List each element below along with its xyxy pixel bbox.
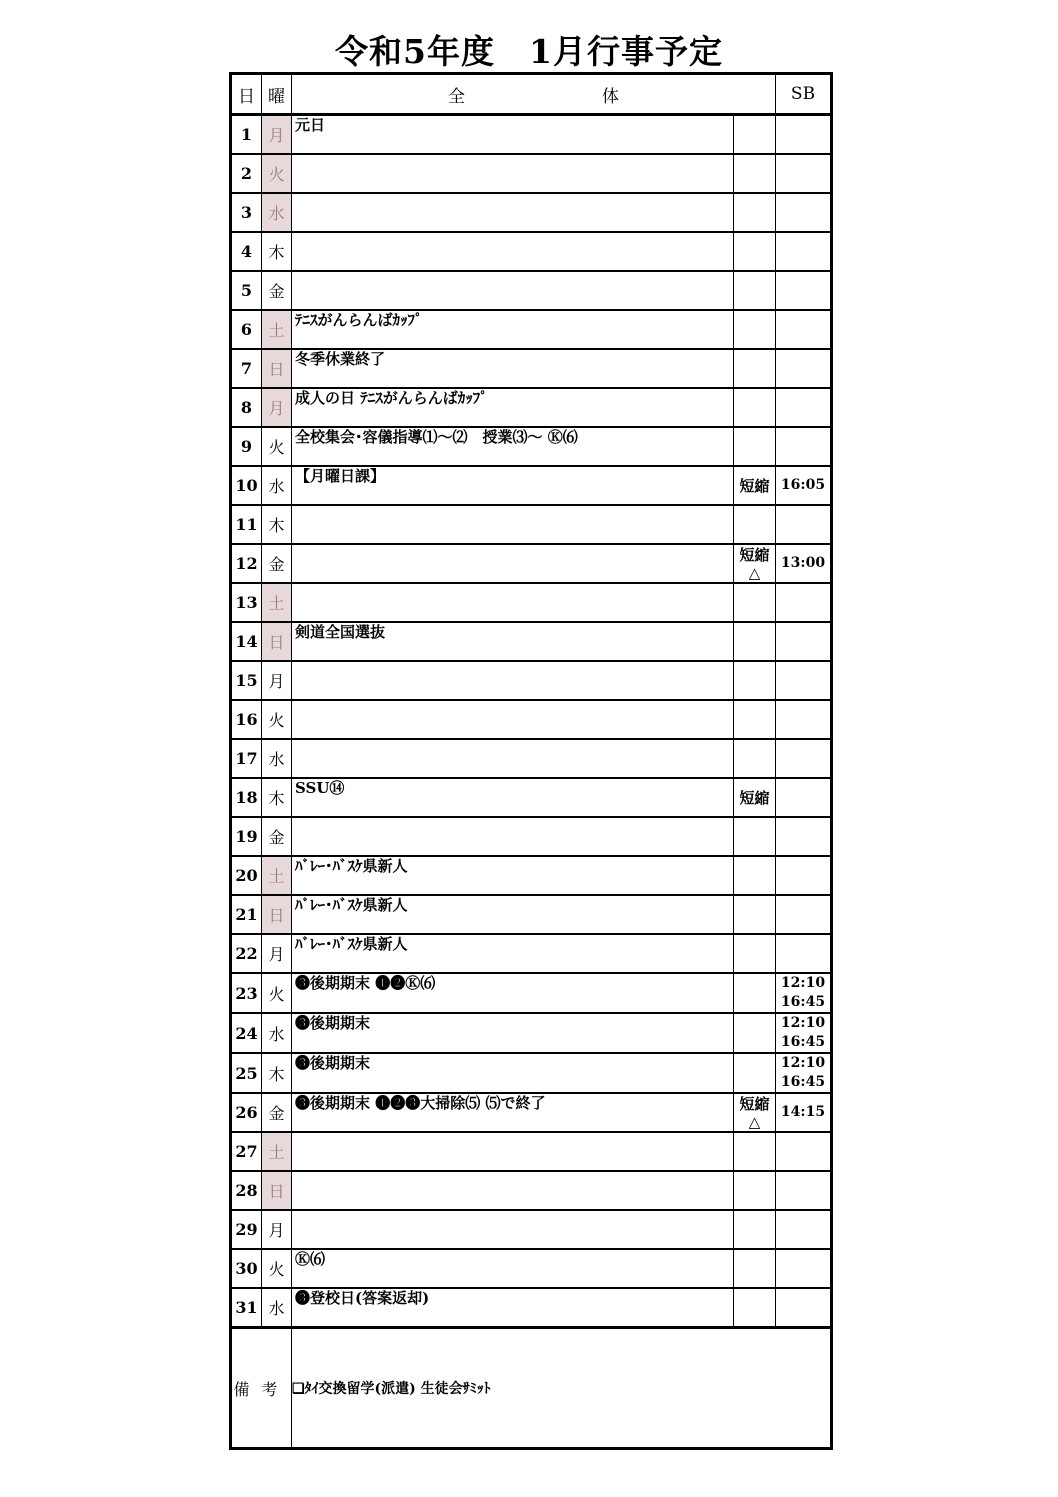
table-row <box>231 661 832 700</box>
sb-cell <box>776 934 832 973</box>
sb-cell <box>776 739 832 778</box>
day-cell: 10 <box>231 466 262 505</box>
remarks-text: ❏ﾀｲ交換留学(派遣) 生徒会ｻﾐｯﾄ <box>292 1328 832 1449</box>
table-row <box>231 934 832 973</box>
sb-cell <box>776 700 832 739</box>
note-cell <box>734 622 776 661</box>
weekday-cell: 土 <box>262 310 292 349</box>
event-cell <box>292 583 734 622</box>
day-cell: 27 <box>231 1132 262 1171</box>
day-cell: 9 <box>231 427 262 466</box>
header-weekday: 曜 <box>262 74 292 115</box>
day-cell: 5 <box>231 271 262 310</box>
table-row <box>231 1249 832 1288</box>
day-cell: 31 <box>231 1288 262 1328</box>
note-cell <box>734 1013 776 1053</box>
sb-cell <box>776 271 832 310</box>
day-cell: 14 <box>231 622 262 661</box>
day-cell: 30 <box>231 1249 262 1288</box>
day-cell: 24 <box>231 1013 262 1053</box>
note-cell: 短縮 <box>734 778 776 817</box>
day-cell: 6 <box>231 310 262 349</box>
note-cell <box>734 1053 776 1093</box>
table-row <box>231 1053 832 1093</box>
event-cell: ❸後期期末 <box>292 1053 734 1093</box>
day-cell: 22 <box>231 934 262 973</box>
sb-cell <box>776 1171 832 1210</box>
table-row <box>231 739 832 778</box>
event-cell: ❸後期期末 <box>292 1013 734 1053</box>
weekday-cell: 金 <box>262 271 292 310</box>
day-cell: 8 <box>231 388 262 427</box>
note-cell <box>734 1171 776 1210</box>
day-cell: 17 <box>231 739 262 778</box>
sb-cell <box>776 895 832 934</box>
note-cell <box>734 505 776 544</box>
table-row <box>231 1171 832 1210</box>
weekday-cell: 土 <box>262 856 292 895</box>
event-cell <box>292 661 734 700</box>
sb-cell <box>776 310 832 349</box>
event-cell: 全校集会･容儀指導⑴〜⑵ 授業⑶〜 Ⓚ⑹ <box>292 427 734 466</box>
table-row <box>231 817 832 856</box>
header-all: 全 体 <box>292 74 776 115</box>
note-cell <box>734 232 776 271</box>
table-row <box>231 115 832 155</box>
table-row <box>231 154 832 193</box>
event-cell: 【月曜日課】 <box>292 466 734 505</box>
event-cell <box>292 271 734 310</box>
weekday-cell: 月 <box>262 1210 292 1249</box>
weekday-cell: 火 <box>262 973 292 1013</box>
day-cell: 2 <box>231 154 262 193</box>
note-cell <box>734 1249 776 1288</box>
note-cell <box>734 115 776 155</box>
table-row <box>231 310 832 349</box>
sb-cell: 16:05 <box>776 466 832 505</box>
header-row <box>231 74 832 115</box>
event-cell <box>292 1132 734 1171</box>
table-row <box>231 700 832 739</box>
sb-cell <box>776 817 832 856</box>
note-cell <box>734 973 776 1013</box>
day-cell: 4 <box>231 232 262 271</box>
sb-cell: 14:15 <box>776 1093 832 1132</box>
event-cell: ❸後期期末 ❶❷❸大掃除⑸ ⑸で終了 <box>292 1093 734 1132</box>
sb-cell <box>776 349 832 388</box>
event-cell: Ⓚ⑹ <box>292 1249 734 1288</box>
note-cell <box>734 739 776 778</box>
day-cell: 20 <box>231 856 262 895</box>
weekday-cell: 水 <box>262 1288 292 1328</box>
sb-cell <box>776 583 832 622</box>
note-cell <box>734 934 776 973</box>
day-cell: 16 <box>231 700 262 739</box>
event-cell: ﾊﾞﾚｰ･ﾊﾞｽｹ県新人 <box>292 856 734 895</box>
weekday-cell: 木 <box>262 1053 292 1093</box>
sb-cell <box>776 1249 832 1288</box>
event-cell <box>292 739 734 778</box>
day-cell: 13 <box>231 583 262 622</box>
weekday-cell: 日 <box>262 895 292 934</box>
sb-cell <box>776 622 832 661</box>
note-cell <box>734 349 776 388</box>
note-cell <box>734 1132 776 1171</box>
table-row <box>231 544 832 583</box>
sb-cell <box>776 1132 832 1171</box>
weekday-cell: 木 <box>262 778 292 817</box>
page-title: 令和5年度 1月行事予定 <box>335 32 723 71</box>
sb-cell <box>776 154 832 193</box>
weekday-cell: 日 <box>262 622 292 661</box>
weekday-cell: 土 <box>262 583 292 622</box>
sb-cell: 12:10 16:45 <box>776 1053 832 1093</box>
weekday-cell: 月 <box>262 388 292 427</box>
note-cell <box>734 895 776 934</box>
note-cell <box>734 193 776 232</box>
event-cell: 剣道全国選抜 <box>292 622 734 661</box>
note-cell: 短縮 △ <box>734 544 776 583</box>
note-cell <box>734 700 776 739</box>
weekday-cell: 火 <box>262 1249 292 1288</box>
day-cell: 3 <box>231 193 262 232</box>
schedule-table <box>229 72 833 1450</box>
table-row <box>231 505 832 544</box>
note-cell <box>734 427 776 466</box>
weekday-cell: 金 <box>262 1093 292 1132</box>
table-row <box>231 388 832 427</box>
note-cell: 短縮 <box>734 466 776 505</box>
event-cell: ❸登校日(答案返却) <box>292 1288 734 1328</box>
event-cell: 冬季休業終了 <box>292 349 734 388</box>
weekday-cell: 月 <box>262 661 292 700</box>
note-cell <box>734 1210 776 1249</box>
event-cell <box>292 232 734 271</box>
remarks-row <box>231 1328 832 1449</box>
table-row <box>231 895 832 934</box>
weekday-cell: 木 <box>262 232 292 271</box>
event-cell: 成人の日 ﾃﾆｽがんらんばｶｯﾌﾟ <box>292 388 734 427</box>
weekday-cell: 木 <box>262 505 292 544</box>
note-cell <box>734 856 776 895</box>
sb-cell <box>776 661 832 700</box>
note-cell <box>734 310 776 349</box>
weekday-cell: 水 <box>262 739 292 778</box>
event-cell <box>292 1171 734 1210</box>
table-row <box>231 1013 832 1053</box>
event-cell <box>292 817 734 856</box>
event-cell: 元日 <box>292 115 734 155</box>
weekday-cell: 火 <box>262 427 292 466</box>
event-cell: ﾊﾞﾚｰ･ﾊﾞｽｹ県新人 <box>292 934 734 973</box>
note-cell <box>734 583 776 622</box>
table-row <box>231 232 832 271</box>
table-row <box>231 856 832 895</box>
sb-cell <box>776 1288 832 1328</box>
event-cell: SSU⑭ <box>292 778 734 817</box>
table-row <box>231 1132 832 1171</box>
day-cell: 28 <box>231 1171 262 1210</box>
table-row <box>231 973 832 1013</box>
event-cell <box>292 505 734 544</box>
event-cell: ❸後期期末 ❶❷Ⓚ⑹ <box>292 973 734 1013</box>
sb-cell <box>776 115 832 155</box>
event-cell: ﾊﾞﾚｰ･ﾊﾞｽｹ県新人 <box>292 895 734 934</box>
weekday-cell: 火 <box>262 154 292 193</box>
table-row <box>231 1210 832 1249</box>
day-cell: 21 <box>231 895 262 934</box>
weekday-cell: 月 <box>262 934 292 973</box>
table-row <box>231 271 832 310</box>
event-cell <box>292 1210 734 1249</box>
weekday-cell: 水 <box>262 466 292 505</box>
header-day: 日 <box>231 74 262 115</box>
day-cell: 15 <box>231 661 262 700</box>
note-cell <box>734 154 776 193</box>
table-row <box>231 583 832 622</box>
weekday-cell: 金 <box>262 817 292 856</box>
note-cell <box>734 388 776 427</box>
table-row <box>231 427 832 466</box>
sb-cell <box>776 1210 832 1249</box>
event-cell: ﾃﾆｽがんらんばｶｯﾌﾟ <box>292 310 734 349</box>
sb-cell <box>776 193 832 232</box>
table-row <box>231 349 832 388</box>
note-cell: 短縮 △ <box>734 1093 776 1132</box>
sb-cell: 12:10 16:45 <box>776 1013 832 1053</box>
day-cell: 7 <box>231 349 262 388</box>
table-row <box>231 1093 832 1132</box>
sb-cell <box>776 232 832 271</box>
note-cell <box>734 1288 776 1328</box>
table-row <box>231 466 832 505</box>
day-cell: 25 <box>231 1053 262 1093</box>
weekday-cell: 日 <box>262 349 292 388</box>
weekday-cell: 水 <box>262 1013 292 1053</box>
weekday-cell: 水 <box>262 193 292 232</box>
weekday-cell: 金 <box>262 544 292 583</box>
day-cell: 1 <box>231 115 262 155</box>
note-cell <box>734 817 776 856</box>
day-cell: 19 <box>231 817 262 856</box>
table-row <box>231 1288 832 1328</box>
sb-cell <box>776 427 832 466</box>
note-cell <box>734 271 776 310</box>
weekday-cell: 日 <box>262 1171 292 1210</box>
table-row <box>231 193 832 232</box>
sb-cell: 12:10 16:45 <box>776 973 832 1013</box>
weekday-cell: 土 <box>262 1132 292 1171</box>
sb-cell: 13:00 <box>776 544 832 583</box>
event-cell <box>292 700 734 739</box>
day-cell: 29 <box>231 1210 262 1249</box>
sb-cell <box>776 778 832 817</box>
sb-cell <box>776 388 832 427</box>
event-cell <box>292 193 734 232</box>
day-cell: 18 <box>231 778 262 817</box>
day-cell: 12 <box>231 544 262 583</box>
table-row <box>231 778 832 817</box>
day-cell: 23 <box>231 973 262 1013</box>
event-cell <box>292 154 734 193</box>
note-cell <box>734 661 776 700</box>
weekday-cell: 月 <box>262 115 292 155</box>
remarks-label: 備考 <box>231 1328 292 1449</box>
sb-cell <box>776 856 832 895</box>
day-cell: 26 <box>231 1093 262 1132</box>
sb-cell <box>776 505 832 544</box>
day-cell: 11 <box>231 505 262 544</box>
table-row <box>231 622 832 661</box>
event-cell <box>292 544 734 583</box>
header-sb: SB <box>776 74 832 115</box>
weekday-cell: 火 <box>262 700 292 739</box>
